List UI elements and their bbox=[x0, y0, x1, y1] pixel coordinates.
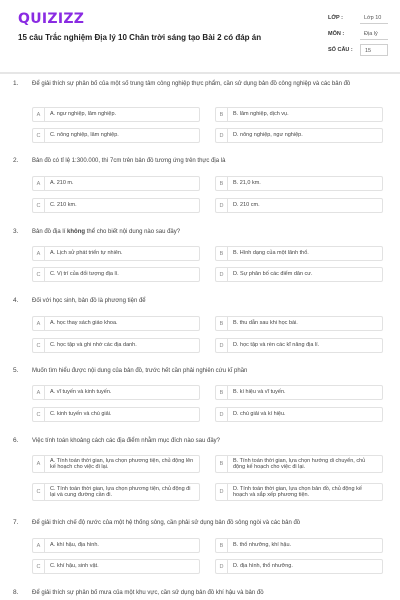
meta-subject-value: Địa lý bbox=[360, 28, 388, 40]
option-text: B. kí hiệu và vĩ tuyến. bbox=[233, 389, 286, 396]
option-text: A. 210 m. bbox=[50, 180, 74, 187]
option-d[interactable] bbox=[215, 483, 383, 501]
option-text: D. chú giải và kí hiệu. bbox=[233, 411, 286, 418]
option-a[interactable] bbox=[32, 176, 200, 191]
option-letter: C bbox=[33, 339, 45, 352]
option-text: B. Hình dạng của một lãnh thổ. bbox=[233, 250, 309, 257]
option-letter: C bbox=[33, 199, 45, 212]
option-b[interactable] bbox=[215, 538, 383, 553]
option-text: D. Sự phân bố các điểm dân cư. bbox=[233, 271, 313, 278]
option-a[interactable] bbox=[32, 107, 200, 122]
option-text: C. 210 km. bbox=[50, 202, 77, 209]
option-text: D. Tính toán thời gian, lựa chọn bản đồ, chủ động kế hoạch và sắp xếp phương tiện. bbox=[233, 485, 362, 498]
option-text: B. 21,0 km. bbox=[233, 180, 261, 187]
option-letter: B bbox=[216, 317, 228, 330]
option-letter: C bbox=[33, 268, 45, 281]
page-title: 15 câu Trắc nghiệm Địa lý 10 Chân trời sáng tạo Bài 2 có đáp án bbox=[18, 33, 262, 42]
meta-count-label: SỐ CÂU : bbox=[328, 47, 353, 53]
option-a[interactable] bbox=[32, 316, 200, 331]
option-text: B. thổ nhưỡng, khí hậu. bbox=[233, 542, 292, 549]
option-d[interactable] bbox=[215, 128, 383, 143]
question-text: Để giải thích sự phân bố mưa của một khu vực, cần sử dụng bản đồ khí hậu và bản đồ bbox=[32, 590, 264, 596]
option-letter: C bbox=[33, 560, 45, 573]
option-letter: B bbox=[216, 247, 228, 260]
question-text: Để giải thích chế độ nước của một hệ thống sông, cần phải sử dụng bản đồ sông ngòi và các bản đồ bbox=[32, 520, 301, 526]
option-letter: B bbox=[216, 177, 228, 190]
header-divider bbox=[0, 72, 400, 74]
question-number: 2. bbox=[13, 157, 19, 164]
meta-count bbox=[328, 44, 388, 57]
question-number: 8. bbox=[13, 589, 19, 596]
option-d[interactable] bbox=[215, 198, 383, 213]
option-text: C. kinh tuyến và chú giải. bbox=[50, 411, 112, 418]
question-text: Muốn tìm hiểu được nội dung của bản đồ, trước hết cần phải nghiên cứu kĩ phần bbox=[32, 368, 248, 374]
question-number: 1. bbox=[13, 80, 19, 87]
option-d[interactable] bbox=[215, 407, 383, 422]
page-header bbox=[0, 0, 400, 66]
option-letter: A bbox=[33, 247, 45, 260]
option-text: C. khí hậu, sinh vật. bbox=[50, 563, 99, 570]
option-b[interactable] bbox=[215, 385, 383, 400]
option-letter: C bbox=[33, 129, 45, 142]
option-text: C. Vị trí của đối tượng địa lí. bbox=[50, 271, 119, 278]
option-letter: D bbox=[216, 484, 228, 500]
option-letter: A bbox=[33, 177, 45, 190]
option-b[interactable] bbox=[215, 107, 383, 122]
option-letter: A bbox=[33, 108, 45, 121]
option-c[interactable] bbox=[32, 338, 200, 353]
option-a[interactable] bbox=[32, 455, 200, 473]
option-text: C. nông nghiệp, lâm nghiệp. bbox=[50, 132, 119, 139]
option-c[interactable] bbox=[32, 198, 200, 213]
option-c[interactable] bbox=[32, 407, 200, 422]
option-text: D. nông nghiệp, ngư nghiệp. bbox=[233, 132, 303, 139]
option-text: A. ngư nghiệp, lâm nghiệp. bbox=[50, 111, 117, 118]
option-text: C. học tập và ghi nhớ các địa danh. bbox=[50, 342, 137, 349]
option-text: B. lâm nghiệp, dịch vụ. bbox=[233, 111, 289, 118]
option-text: B. thu dẫn sau khi học bài. bbox=[233, 320, 298, 327]
option-letter: A bbox=[33, 456, 45, 472]
option-letter: D bbox=[216, 268, 228, 281]
option-c[interactable] bbox=[32, 559, 200, 574]
option-text: A. Tính toán thời gian, lựa chọn phương tiện, chủ động lên kế hoạch cho việc đi lại. bbox=[50, 457, 194, 470]
question-number: 6. bbox=[13, 437, 19, 444]
question-text: Bản đồ địa lí không thể cho biết nội dung nào sau đây? bbox=[32, 229, 181, 235]
quizizz-logo: QUIZIZZ bbox=[18, 11, 85, 27]
option-text: D. 210 cm. bbox=[233, 202, 260, 209]
option-letter: A bbox=[33, 386, 45, 399]
option-letter: C bbox=[33, 408, 45, 421]
option-letter: D bbox=[216, 199, 228, 212]
option-d[interactable] bbox=[215, 267, 383, 282]
option-letter: B bbox=[216, 539, 228, 552]
option-d[interactable] bbox=[215, 338, 383, 353]
question-number: 5. bbox=[13, 367, 19, 374]
meta-count-value: 15 bbox=[360, 44, 388, 56]
meta-class-value: Lớp 10 bbox=[360, 12, 388, 24]
meta-subject bbox=[328, 28, 388, 41]
option-c[interactable] bbox=[32, 483, 200, 501]
option-a[interactable] bbox=[32, 385, 200, 400]
question-text: Đối với học sinh, bản đồ là phương tiện để bbox=[32, 298, 146, 304]
option-text: C. Tính toán thời gian, lựa chọn phương tiện, chủ động đi lại và cung đường cần đi. bbox=[50, 485, 191, 498]
option-letter: B bbox=[216, 386, 228, 399]
option-d[interactable] bbox=[215, 559, 383, 574]
option-b[interactable] bbox=[215, 176, 383, 191]
option-text: A. khí hậu, địa hình. bbox=[50, 542, 99, 549]
option-letter: D bbox=[216, 408, 228, 421]
question-number: 7. bbox=[13, 519, 19, 526]
question-text: Việc tính toán khoảng cách các địa điểm nhằm mục đích nào sau đây? bbox=[32, 438, 221, 444]
question-number: 4. bbox=[13, 297, 19, 304]
option-c[interactable] bbox=[32, 267, 200, 282]
option-letter: A bbox=[33, 539, 45, 552]
option-a[interactable] bbox=[32, 246, 200, 261]
meta-subject-label: MÔN : bbox=[328, 31, 345, 37]
option-text: D. học tập và rèn các kĩ năng địa lí. bbox=[233, 342, 320, 349]
meta-class bbox=[328, 12, 388, 25]
question-text: Để giải thích sự phân bố của một số trung tâm công nghiệp thực phẩm, cần sử dụng bản đồ công nghiệp và các bản đồ bbox=[32, 81, 351, 87]
option-text: A. Lịch sử phát triển tự nhiên. bbox=[50, 250, 123, 257]
option-text: A. vĩ tuyến và kinh tuyến. bbox=[50, 389, 112, 396]
option-a[interactable] bbox=[32, 538, 200, 553]
question-emphasis: không bbox=[67, 229, 86, 235]
option-letter: B bbox=[216, 456, 228, 472]
option-letter: D bbox=[216, 129, 228, 142]
option-text: A. học thay sách giáo khoa. bbox=[50, 320, 118, 327]
option-b[interactable] bbox=[215, 246, 383, 261]
option-c[interactable] bbox=[32, 128, 200, 143]
option-letter: D bbox=[216, 339, 228, 352]
question-text: Bản đồ có tỉ lệ 1:300.000, thì 7cm trên bản đồ tương ứng trên thực địa là bbox=[32, 158, 226, 164]
option-letter: C bbox=[33, 484, 45, 500]
option-b[interactable] bbox=[215, 316, 383, 331]
option-letter: A bbox=[33, 317, 45, 330]
meta-class-label: LỚP : bbox=[328, 15, 343, 21]
option-text: D. địa hình, thổ nhưỡng. bbox=[233, 563, 293, 570]
question-number: 3. bbox=[13, 228, 19, 235]
option-letter: D bbox=[216, 560, 228, 573]
option-text: B. Tính toán thời gian, lựa chọn hướng di chuyển, chủ động kế hoạch cho việc đi lại. bbox=[233, 457, 366, 470]
option-letter: B bbox=[216, 108, 228, 121]
option-b[interactable] bbox=[215, 455, 383, 473]
